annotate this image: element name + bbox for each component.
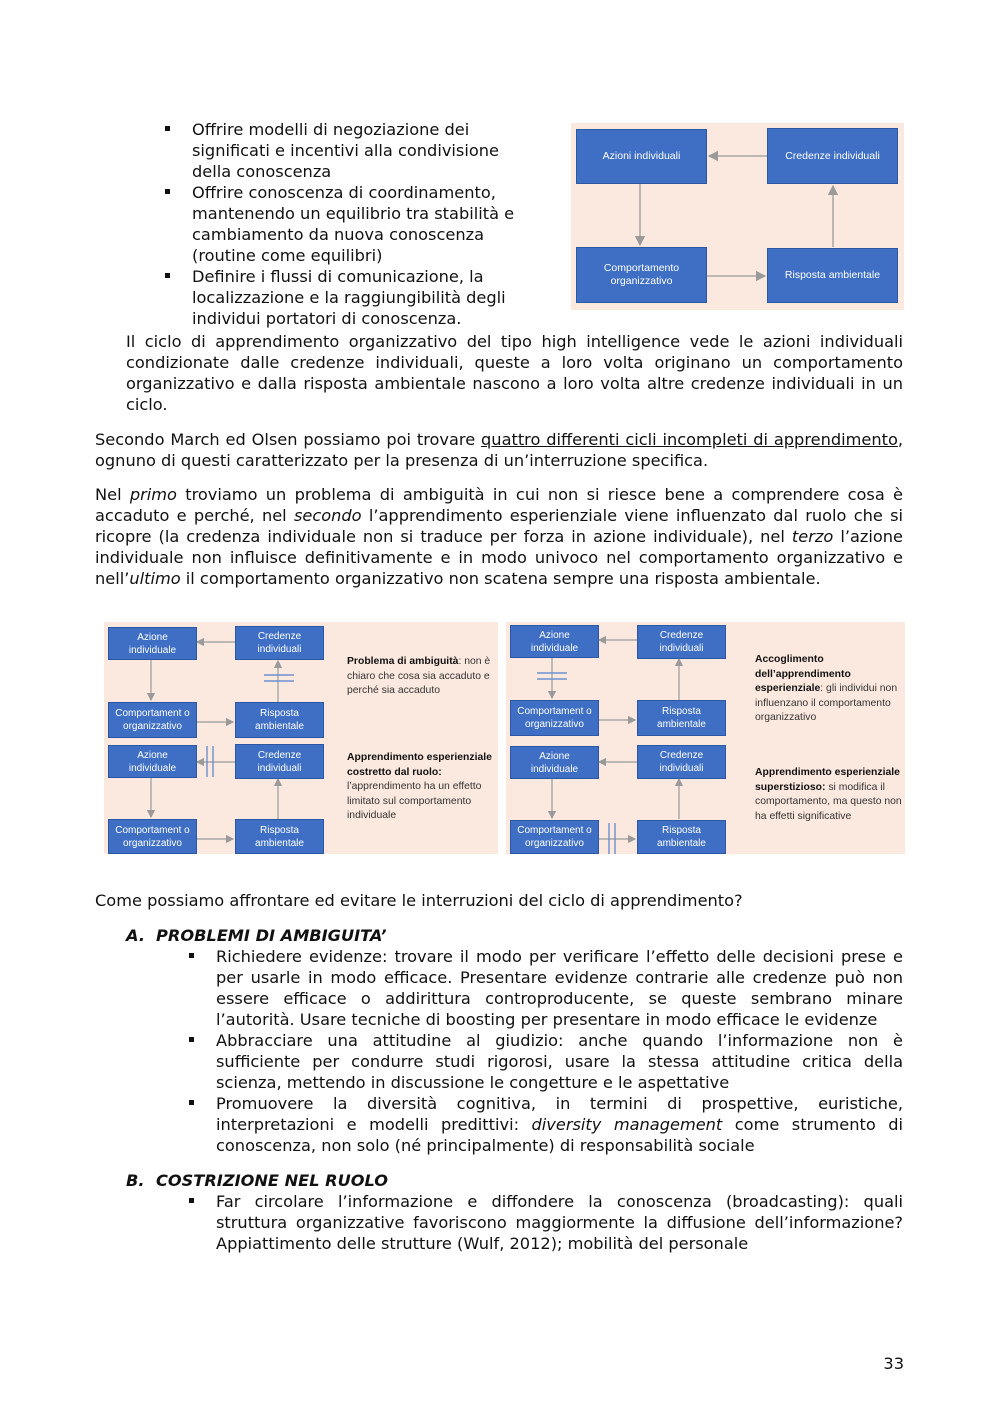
risposta-ambientale-box: Risposta ambientale	[235, 819, 324, 854]
risposta-ambientale-box: Risposta ambientale	[637, 700, 726, 736]
comportamento-organizzativo-box: Comportament o organizzativo	[510, 820, 599, 854]
risposta-ambientale-box: Risposta ambientale	[767, 248, 898, 303]
comportamento-organizzativo-box: Comportamento organizzativo	[576, 247, 707, 303]
section-a-list	[216, 946, 903, 1156]
paragraph-four-cycles: Nel primo troviamo un problema di ambiguità in cui non si riesce bene a comprendere cosa è accaduto e perché, nel secondo l’apprendimento esperienziale viene influenzato dal ruolo che si ricopre (la credenza individuale non si traduce per forza in azione individuale), nel terzo l’azione individuale non influisce definitivamente e in modo univoco nel comportamento organizzativo e nell’ultimo il comportamento organizzativo non scatena sempre una risposta ambientale.	[95, 485, 904, 588]
azione-individuale-box: Azione individuale	[510, 625, 599, 658]
incomplete-cycles-diagram	[104, 622, 905, 854]
cycle-caption-role-constrained: Apprendimento esperienziale costretto dal ruolo: l’apprendimento ha un effetto limitato sul comportamento individuale	[347, 752, 492, 821]
azione-individuale-box: Azione individuale	[108, 745, 197, 778]
cycle-caption-superstitious: Apprendimento esperienziale superstizioso: si modifica il comportamento, ma questo non ha effetti significative	[755, 767, 902, 822]
risposta-ambientale-box: Risposta ambientale	[637, 820, 726, 854]
learning-cycle-diagram	[571, 123, 904, 310]
list-item: Abbracciare una attitudine al giudizio: anche quando l’informazione non è sufficiente per condurre studi rigorosi, usare la stessa attitudine critica della scienza, mettendo in discussione le congetture e le aspettative	[216, 1031, 903, 1092]
list-item: Offrire modelli di negoziazione dei significati e incentivi alla condivisione della conoscenza	[192, 119, 562, 182]
comportamento-organizzativo-box: Comportament o organizzativo	[510, 700, 599, 736]
credenze-individuali-box: Credenze individuali	[235, 626, 324, 660]
list-item: Offrire conoscenza di coordinamento, mantenendo un equilibrio tra stabilità e cambiamento da nuova conoscenza (routine come equilibri)	[192, 182, 562, 266]
list-item: Promuovere la diversità cognitiva, in termini di prospettive, euristiche, interpretazioni e modelli predittivi: diversity management come strumento di conoscenza, non solo (né principalmente) di responsabilità sociale	[216, 1094, 903, 1155]
cycle-caption-ambiguity: Problema di ambiguità: non è chiaro che cosa sia accaduto e perché sia accaduto	[347, 656, 491, 696]
section-a-heading: A. PROBLEMI DI AMBIGUITA’	[126, 926, 387, 945]
azioni-individuali-box: Azioni individuali	[576, 129, 707, 184]
credenze-individuali-box: Credenze individuali	[235, 744, 324, 779]
top-bullet-list	[192, 119, 562, 329]
cycle-caption-audience: Accoglimento dell’apprendimento esperienziale: gli individui non influenzano il comportamento organizzativo	[755, 654, 898, 723]
page-number: 33	[883, 1354, 904, 1373]
azione-individuale-box: Azione individuale	[510, 746, 599, 779]
comportamento-organizzativo-box: Comportament o organizzativo	[108, 702, 197, 738]
credenze-individuali-box: Credenze individuali	[637, 745, 726, 779]
credenze-individuali-box: Credenze individuali	[767, 128, 898, 184]
list-item: Richiedere evidenze: trovare il modo per verificare l’effetto delle decisioni prese e per usarle in modo efficace. Presentare evidenze contrarie alle credenze può non essere efficace o addirittura controproducente, se queste sembrano minare l’autorità. Usare tecniche di boosting per presentare in modo efficace le evidenze	[216, 947, 903, 1029]
section-b-heading: B. COSTRIZIONE NEL RUOLO	[126, 1171, 389, 1190]
azione-individuale-box: Azione individuale	[108, 627, 197, 660]
list-item: Definire i flussi di comunicazione, la localizzazione e la raggiungibilità degli individui portatori di conoscenza.	[192, 266, 562, 329]
list-item: Far circolare l’informazione e diffondere la conoscenza (broadcasting): quali struttura organizzative favoriscono maggiormente la diffusione dell’informazione? Appiattimento delle strutture (Wulf, 2012); mobilità del personale	[216, 1192, 903, 1253]
section-b-list	[216, 1191, 903, 1254]
comportamento-organizzativo-box: Comportament o organizzativo	[108, 819, 197, 854]
risposta-ambientale-box: Risposta ambientale	[235, 702, 324, 738]
question-paragraph: Come possiamo affrontare ed evitare le interruzioni del ciclo di apprendimento?	[95, 891, 743, 910]
credenze-individuali-box: Credenze individuali	[637, 625, 726, 659]
underlined-phrase: quattro differenti cicli incompleti di apprendimento	[481, 430, 898, 449]
paragraph-high-intelligence-cycle: Il ciclo di apprendimento organizzativo del tipo high intelligence vede le azioni individuali condizionate dalle credenze individuali, queste a loro volta originano un comportamento organizzativo e dalla risposta ambientale nascono a loro volta altre credenze individuali in un ciclo.	[126, 332, 903, 414]
paragraph-march-olsen: Secondo March ed Olsen possiamo poi trovare quattro differenti cicli incompleti di apprendimento, ognuno di questi caratterizzato per la presenza di un’interruzione specifica.	[95, 430, 904, 470]
